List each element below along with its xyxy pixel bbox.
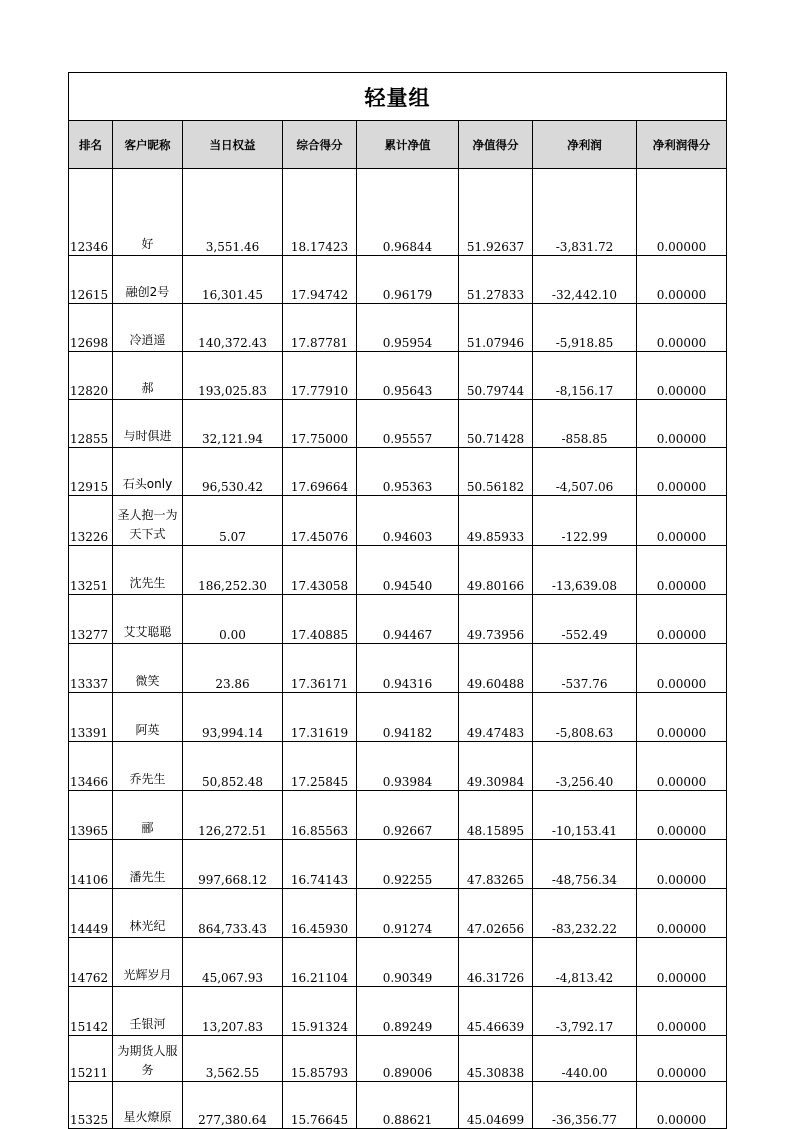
cell-nav-score: 49.73956 (459, 595, 533, 644)
cell-profit: -440.00 (533, 1036, 637, 1082)
cell-rank: 13226 (69, 496, 113, 546)
cell-profit: -3,792.17 (533, 987, 637, 1036)
cell-nav: 0.96179 (357, 256, 459, 304)
cell-rank: 15142 (69, 987, 113, 1036)
cell-profit: -122.99 (533, 496, 637, 546)
cell-nav: 0.94540 (357, 546, 459, 595)
cell-score: 17.36171 (283, 644, 357, 693)
cell-nickname: 乔先生 (113, 742, 183, 791)
cell-rank: 15325 (69, 1082, 113, 1129)
cell-rank: 15211 (69, 1036, 113, 1082)
cell-nickname: 艾艾聪聪 (113, 595, 183, 644)
cell-equity: 16,301.45 (183, 256, 283, 304)
table-row (69, 791, 727, 840)
cell-nickname: 沈先生 (113, 546, 183, 595)
cell-nickname: 阿英 (113, 693, 183, 742)
cell-equity: 5.07 (183, 496, 283, 546)
cell-score: 17.87781 (283, 304, 357, 352)
cell-rank: 13277 (69, 595, 113, 644)
cell-equity: 0.00 (183, 595, 283, 644)
cell-equity: 3,562.55 (183, 1036, 283, 1082)
cell-rank: 12615 (69, 256, 113, 304)
cell-nav-score: 49.80166 (459, 546, 533, 595)
ranking-sheet (68, 72, 726, 1129)
cell-rank: 14762 (69, 938, 113, 987)
cell-nickname: 光辉岁月 (113, 938, 183, 987)
cell-profit: -858.85 (533, 400, 637, 448)
cell-nickname: 郝 (113, 352, 183, 400)
cell-profit-score: 0.00000 (637, 448, 727, 496)
cell-score: 15.91324 (283, 987, 357, 1036)
table-row (69, 448, 727, 496)
cell-nav: 0.93984 (357, 742, 459, 791)
cell-equity: 96,530.42 (183, 448, 283, 496)
cell-score: 17.75000 (283, 400, 357, 448)
table-row (69, 546, 727, 595)
cell-rank: 12698 (69, 304, 113, 352)
cell-profit: -32,442.10 (533, 256, 637, 304)
cell-nav: 0.91274 (357, 889, 459, 938)
cell-equity: 23.86 (183, 644, 283, 693)
cell-nav-score: 49.30984 (459, 742, 533, 791)
cell-rank: 13251 (69, 546, 113, 595)
cell-nav-score: 51.07946 (459, 304, 533, 352)
cell-profit-score: 0.00000 (637, 791, 727, 840)
table-body (69, 169, 727, 1129)
cell-profit: -5,808.63 (533, 693, 637, 742)
cell-nav: 0.95363 (357, 448, 459, 496)
cell-nav: 0.94603 (357, 496, 459, 546)
column-header-nav: 累计净值 (357, 121, 459, 169)
cell-nav: 0.95954 (357, 304, 459, 352)
cell-nickname: 冷逍遥 (113, 304, 183, 352)
cell-nav-score: 50.79744 (459, 352, 533, 400)
table-row (69, 400, 727, 448)
cell-nickname: 为期货人服务 (113, 1036, 183, 1082)
cell-rank: 13965 (69, 791, 113, 840)
cell-nav-score: 50.71428 (459, 400, 533, 448)
table-row (69, 840, 727, 889)
cell-nickname: 星火燎原 (113, 1082, 183, 1129)
table-row (69, 644, 727, 693)
cell-nickname: 潘先生 (113, 840, 183, 889)
cell-nav-score: 47.02656 (459, 889, 533, 938)
cell-equity: 997,668.12 (183, 840, 283, 889)
cell-profit-score: 0.00000 (637, 644, 727, 693)
column-header-nav-score: 净值得分 (459, 121, 533, 169)
cell-score: 17.94742 (283, 256, 357, 304)
table-row (69, 496, 727, 546)
cell-score: 17.69664 (283, 448, 357, 496)
table-row (69, 987, 727, 1036)
column-header-profit: 净利润 (533, 121, 637, 169)
cell-profit-score: 0.00000 (637, 595, 727, 644)
cell-equity: 193,025.83 (183, 352, 283, 400)
cell-score: 15.76645 (283, 1082, 357, 1129)
table-row (69, 169, 727, 256)
cell-profit: -3,256.40 (533, 742, 637, 791)
cell-nickname: 融创2号 (113, 256, 183, 304)
cell-nav-score: 49.85933 (459, 496, 533, 546)
column-header-score: 综合得分 (283, 121, 357, 169)
cell-nav: 0.89006 (357, 1036, 459, 1082)
cell-profit-score: 0.00000 (637, 169, 727, 256)
cell-nav: 0.88621 (357, 1082, 459, 1129)
cell-nav: 0.92667 (357, 791, 459, 840)
cell-nickname: 林光纪 (113, 889, 183, 938)
cell-profit: -3,831.72 (533, 169, 637, 256)
cell-score: 17.40885 (283, 595, 357, 644)
cell-nav-score: 45.04699 (459, 1082, 533, 1129)
cell-profit-score: 0.00000 (637, 693, 727, 742)
cell-profit-score: 0.00000 (637, 352, 727, 400)
cell-profit-score: 0.00000 (637, 1036, 727, 1082)
cell-equity: 277,380.64 (183, 1082, 283, 1129)
cell-nickname: 微笑 (113, 644, 183, 693)
cell-profit-score: 0.00000 (637, 938, 727, 987)
cell-profit: -13,639.08 (533, 546, 637, 595)
cell-rank: 13391 (69, 693, 113, 742)
cell-equity: 186,252.30 (183, 546, 283, 595)
cell-profit-score: 0.00000 (637, 256, 727, 304)
cell-nickname: 圣人抱一为天下式 (113, 496, 183, 546)
cell-score: 17.45076 (283, 496, 357, 546)
table-row (69, 1082, 727, 1129)
cell-equity: 13,207.83 (183, 987, 283, 1036)
cell-score: 16.85563 (283, 791, 357, 840)
cell-equity: 3,551.46 (183, 169, 283, 256)
cell-equity: 126,272.51 (183, 791, 283, 840)
cell-nav-score: 45.30838 (459, 1036, 533, 1082)
table-row (69, 304, 727, 352)
table-row (69, 938, 727, 987)
cell-profit-score: 0.00000 (637, 742, 727, 791)
cell-nav-score: 46.31726 (459, 938, 533, 987)
cell-nav: 0.89249 (357, 987, 459, 1036)
cell-nickname: 好 (113, 169, 183, 256)
column-header-equity: 当日权益 (183, 121, 283, 169)
cell-score: 16.45930 (283, 889, 357, 938)
cell-rank: 12855 (69, 400, 113, 448)
cell-rank: 12820 (69, 352, 113, 400)
cell-nav: 0.94467 (357, 595, 459, 644)
cell-profit-score: 0.00000 (637, 889, 727, 938)
table-row (69, 1036, 727, 1082)
table-row (69, 693, 727, 742)
table-row (69, 595, 727, 644)
cell-score: 17.25845 (283, 742, 357, 791)
cell-nav: 0.92255 (357, 840, 459, 889)
cell-profit: -36,356.77 (533, 1082, 637, 1129)
cell-score: 18.17423 (283, 169, 357, 256)
cell-rank: 13466 (69, 742, 113, 791)
cell-rank: 12346 (69, 169, 113, 256)
cell-equity: 140,372.43 (183, 304, 283, 352)
cell-profit-score: 0.00000 (637, 400, 727, 448)
cell-rank: 12915 (69, 448, 113, 496)
cell-score: 17.31619 (283, 693, 357, 742)
table-row (69, 352, 727, 400)
cell-equity: 50,852.48 (183, 742, 283, 791)
cell-rank: 13337 (69, 644, 113, 693)
cell-nav: 0.96844 (357, 169, 459, 256)
cell-nickname: 郦 (113, 791, 183, 840)
cell-rank: 14449 (69, 889, 113, 938)
cell-profit: -48,756.34 (533, 840, 637, 889)
cell-equity: 864,733.43 (183, 889, 283, 938)
cell-score: 16.74143 (283, 840, 357, 889)
cell-nav: 0.95557 (357, 400, 459, 448)
cell-profit: -8,156.17 (533, 352, 637, 400)
cell-profit: -4,507.06 (533, 448, 637, 496)
cell-rank: 14106 (69, 840, 113, 889)
cell-score: 17.43058 (283, 546, 357, 595)
cell-profit-score: 0.00000 (637, 496, 727, 546)
cell-profit-score: 0.00000 (637, 546, 727, 595)
cell-nav-score: 51.27833 (459, 256, 533, 304)
cell-profit: -537.76 (533, 644, 637, 693)
cell-profit: -552.49 (533, 595, 637, 644)
cell-profit: -5,918.85 (533, 304, 637, 352)
column-header-profit-score: 净利润得分 (637, 121, 727, 169)
cell-nav: 0.90349 (357, 938, 459, 987)
cell-nav-score: 45.46639 (459, 987, 533, 1036)
table-title: 轻量组 (69, 73, 727, 121)
column-header-nickname: 客户昵称 (113, 121, 183, 169)
cell-equity: 93,994.14 (183, 693, 283, 742)
cell-nickname: 石头only (113, 448, 183, 496)
table-row (69, 889, 727, 938)
ranking-table (68, 72, 727, 1129)
cell-nickname: 壬银河 (113, 987, 183, 1036)
cell-profit: -4,813.42 (533, 938, 637, 987)
cell-profit-score: 0.00000 (637, 840, 727, 889)
cell-nav-score: 49.60488 (459, 644, 533, 693)
cell-score: 15.85793 (283, 1036, 357, 1082)
table-row (69, 256, 727, 304)
cell-profit-score: 0.00000 (637, 1082, 727, 1129)
cell-nav: 0.94316 (357, 644, 459, 693)
cell-profit-score: 0.00000 (637, 987, 727, 1036)
cell-nav-score: 51.92637 (459, 169, 533, 256)
column-header-rank: 排名 (69, 121, 113, 169)
cell-profit-score: 0.00000 (637, 304, 727, 352)
cell-profit: -10,153.41 (533, 791, 637, 840)
cell-equity: 32,121.94 (183, 400, 283, 448)
cell-score: 16.21104 (283, 938, 357, 987)
cell-nav-score: 48.15895 (459, 791, 533, 840)
cell-nav: 0.95643 (357, 352, 459, 400)
cell-nav-score: 50.56182 (459, 448, 533, 496)
cell-nav-score: 47.83265 (459, 840, 533, 889)
cell-nickname: 与时俱进 (113, 400, 183, 448)
cell-profit: -83,232.22 (533, 889, 637, 938)
table-row (69, 742, 727, 791)
cell-score: 17.77910 (283, 352, 357, 400)
cell-nav: 0.94182 (357, 693, 459, 742)
cell-nav-score: 49.47483 (459, 693, 533, 742)
header-row (69, 121, 727, 169)
cell-equity: 45,067.93 (183, 938, 283, 987)
